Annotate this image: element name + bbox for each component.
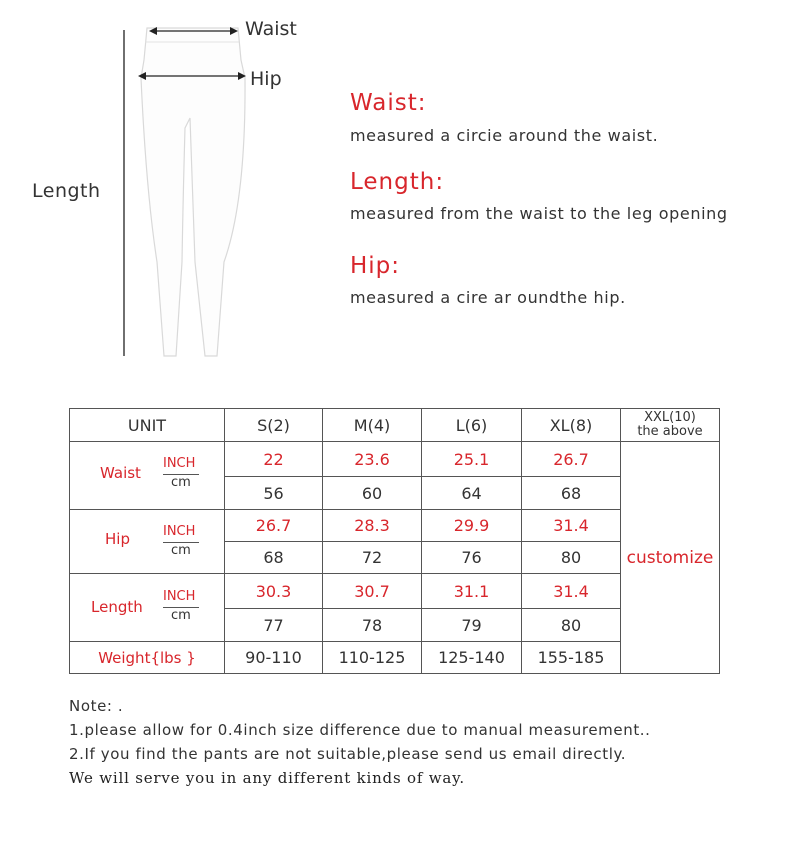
size-header-xl: XL(8) [522, 409, 621, 442]
weight-row-label: Weight{lbs } [70, 642, 225, 674]
table-cell: 30.7 [323, 574, 422, 609]
table-cell: 26.7 [225, 510, 323, 542]
length-row-label [70, 574, 225, 642]
table-cell: 68 [225, 542, 323, 574]
table-cell: 22 [225, 442, 323, 477]
table-cell: 155-185 [522, 642, 621, 674]
inch-unit-label: INCH [163, 589, 196, 604]
inch-unit-label: INCH [163, 456, 196, 471]
table-cell: 80 [522, 542, 621, 574]
table-cell: 31.4 [522, 574, 621, 609]
notes-section [69, 697, 651, 793]
xxl-header-line2: the above [637, 424, 703, 439]
hip-definition-title: Hip: [350, 253, 401, 279]
table-cell: 31.1 [422, 574, 522, 609]
length-definition-title: Length: [350, 169, 445, 195]
table-cell: 90-110 [225, 642, 323, 674]
table-cell: 31.4 [522, 510, 621, 542]
size-header-xxl [621, 409, 720, 442]
size-header-m: M(4) [323, 409, 422, 442]
table-header-row [70, 409, 720, 442]
hip-diagram-label: Hip [250, 68, 282, 90]
hip-row-name: Hip [105, 530, 130, 548]
table-cell: 25.1 [422, 442, 522, 477]
unit-header: UNIT [70, 409, 225, 442]
table-cell: 64 [422, 477, 522, 510]
table-cell: 78 [323, 609, 422, 642]
note-heading: Note: . [69, 697, 124, 715]
leggings-illustration [141, 28, 245, 356]
length-diagram-label: Length [32, 180, 101, 202]
waist-definition-title: Waist: [350, 90, 427, 116]
note-line-2: 2.If you find the pants are not suitable,please send us email directly. [69, 745, 627, 763]
cm-unit-label: cm [171, 543, 191, 558]
length-row-name: Length [91, 598, 143, 616]
table-cell: 77 [225, 609, 323, 642]
length-definition-text: measured from the waist to the leg opening [350, 204, 728, 223]
size-header-s: S(2) [225, 409, 323, 442]
table-cell: 28.3 [323, 510, 422, 542]
table-cell: 30.3 [225, 574, 323, 609]
waist-row-label [70, 442, 225, 510]
table-cell: 110-125 [323, 642, 422, 674]
waist-diagram-label: Waist [245, 18, 297, 40]
inch-unit-label: INCH [163, 524, 196, 539]
waist-definition-text: measured a circie around the waist. [350, 126, 659, 145]
table-row [70, 442, 720, 477]
table-cell: 56 [225, 477, 323, 510]
table-cell: 76 [422, 542, 522, 574]
table-cell: 80 [522, 609, 621, 642]
hip-row-label [70, 510, 225, 574]
table-cell: 125-140 [422, 642, 522, 674]
xxl-header-line1: XXL(10) [644, 410, 696, 425]
cm-unit-label: cm [171, 608, 191, 623]
cm-unit-label: cm [171, 475, 191, 490]
table-cell: 72 [323, 542, 422, 574]
table-cell: 23.6 [323, 442, 422, 477]
customize-cell: customize [621, 442, 720, 674]
size-header-l: L(6) [422, 409, 522, 442]
note-line-1: 1.please allow for 0.4inch size difference due to manual measurement.. [69, 721, 651, 739]
table-cell: 68 [522, 477, 621, 510]
table-cell: 79 [422, 609, 522, 642]
note-line-3: We will serve you in any different kinds of way. [69, 769, 465, 787]
table-cell: 60 [323, 477, 422, 510]
table-cell: 26.7 [522, 442, 621, 477]
size-chart-table [69, 408, 720, 674]
hip-definition-text: measured a cire ar oundthe hip. [350, 288, 626, 307]
table-cell: 29.9 [422, 510, 522, 542]
waist-row-name: Waist [100, 464, 141, 482]
